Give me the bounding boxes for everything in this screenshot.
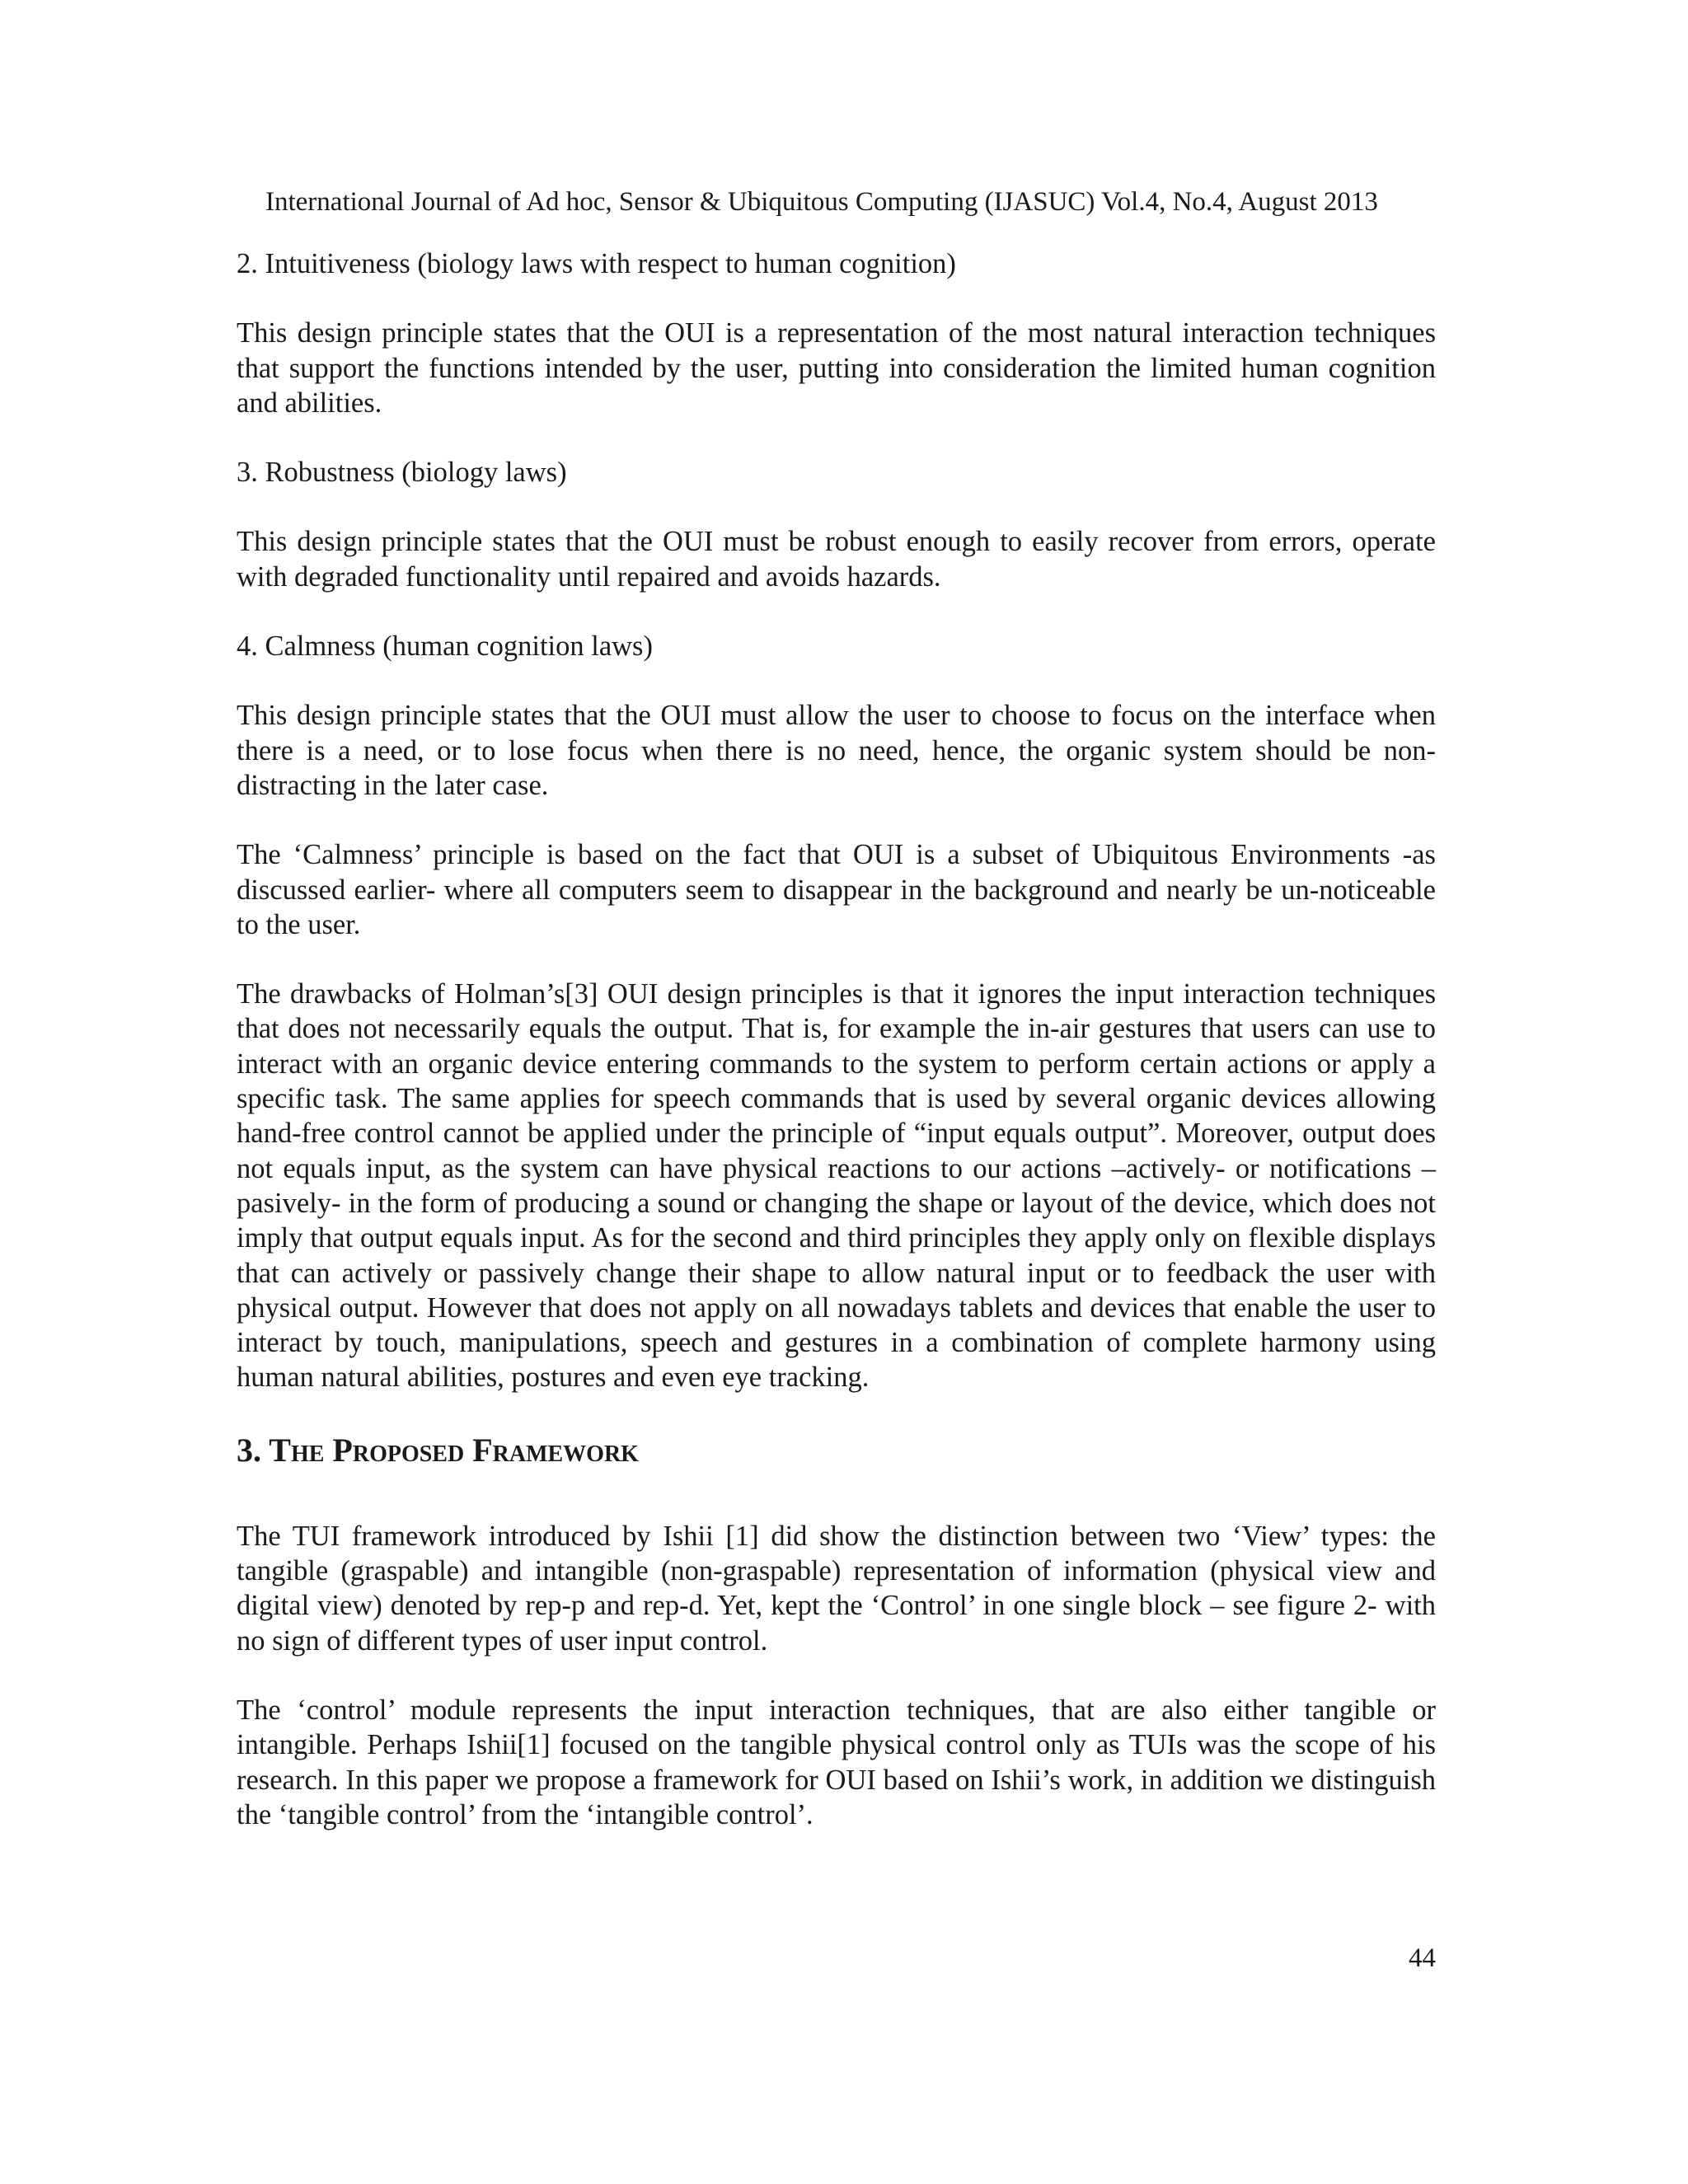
principle-2-description: This design principle states that the OUI is a representation of the most natural interaction techniques that support the functions intended by the user, putting into consideration the limited human cognition and abilities. — [237, 317, 1436, 419]
framework-paragraph-1: The TUI framework introduced by Ishii [1] did show the distinction between two ‘View’ types: the tangible (graspable) and intangible (non-graspable) representation of information (physical view and digital view) denoted by rep-p and rep-d. Yet, kept the ‘Control’ in one single block – see figure 2- with no sign of different types of user input control. — [237, 1520, 1436, 1657]
principle-3-title: 3. Robustness (biology laws) — [237, 457, 567, 489]
principle-2-title: 2. Intuitiveness (biology laws with respect to human cognition) — [237, 248, 956, 279]
principle-4-title: 4. Calmness (human cognition laws) — [237, 630, 653, 663]
page-content — [237, 246, 1436, 1832]
calmness-paragraph: The ‘Calmness’ principle is based on the fact that OUI is a subset of Ubiquitous Environments -as discussed earlier- where all computers seem to disappear in the background and nearly be un-noticeable to the user. — [237, 839, 1436, 940]
running-header: International Journal of Ad hoc, Sensor & Ubiquitous Computing (IJASUC) Vol.4, No.4, August 2013 — [265, 187, 1378, 217]
drawbacks-paragraph: The drawbacks of Holman’s[3] OUI design principles is that it ignores the input interaction techniques that does not necessarily equals the output. That is, for example the in-air gestures that users can use to interact with an organic device entering commands to the system to perform certain actions or apply a specific task. The same applies for speech commands that is used by several organic devices allowing hand-free control cannot be applied under the principle of “input equals output”. Moreover, output does not equals input, as the system can have physical reactions to our actions –actively- or notifications –pasively- in the form of producing a sound or changing the shape or layout of the device, which does not imply that output equals input. As for the second and third principles they apply only on flexible displays that can actively or passively change their shape to allow natural input or to feedback the user with physical output. However that does not apply on all nowadays tablets and devices that enable the user to interact by touch, manipulations, speech and gestures in a combination of complete harmony using human natural abilities, postures and even eye tracking. — [237, 978, 1436, 1394]
section-heading: 3. The Proposed Framework — [237, 1431, 639, 1469]
principle-3-description: This design principle states that the OUI must be robust enough to easily recover from errors, operate with degraded functionality until repaired and avoids hazards. — [237, 526, 1436, 593]
page-number: 44 — [1409, 1943, 1436, 1973]
principle-4-description: This design principle states that the OUI must allow the user to choose to focus on the interface when there is a need, or to lose focus when there is no need, hence, the organic system should be non-distracting in the later case. — [237, 700, 1436, 801]
framework-paragraph-2: The ‘control’ module represents the input interaction techniques, that are also either tangible or intangible. Perhaps Ishii[1] focused on the tangible physical control only as TUIs was the scope of his research. In this paper we propose a framework for OUI based on Ishii’s work, in addition we distinguish the ‘tangible control’ from the ‘intangible control’. — [237, 1694, 1436, 1830]
